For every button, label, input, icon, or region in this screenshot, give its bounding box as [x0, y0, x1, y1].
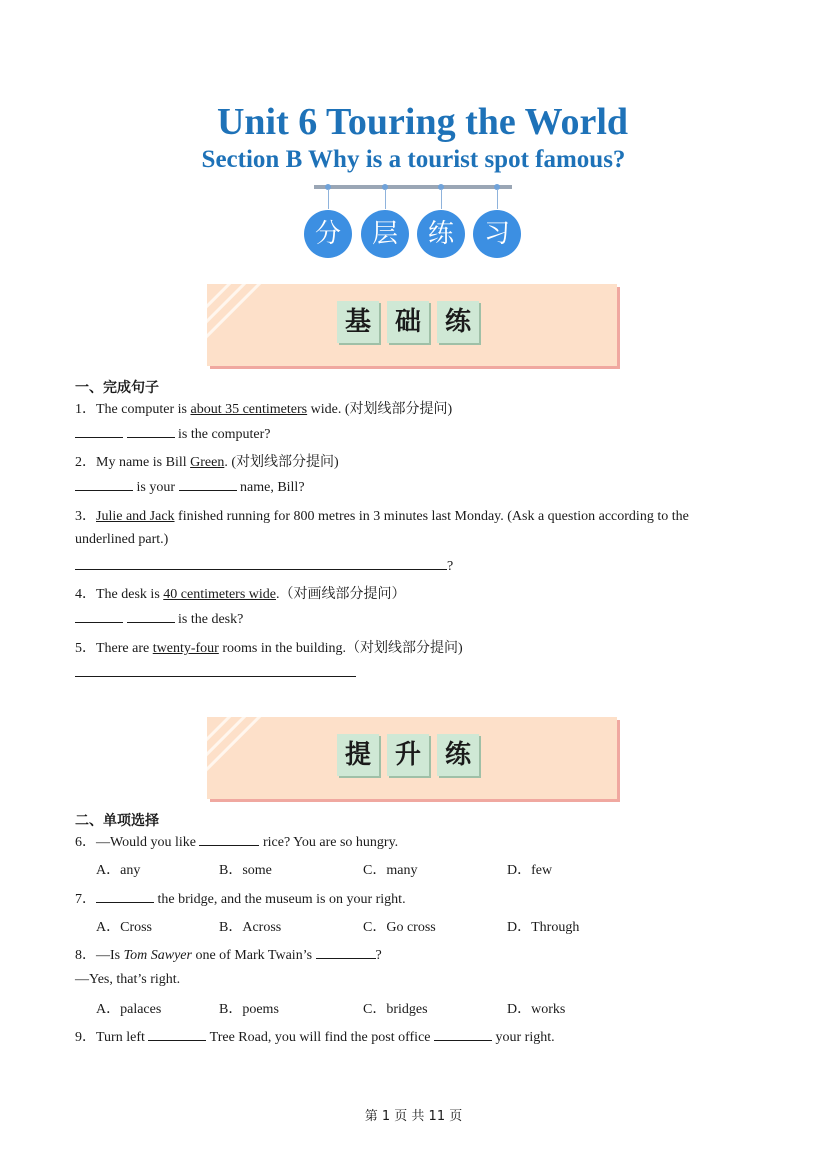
- option-a[interactable]: A．any: [96, 863, 141, 878]
- answer-text: name, Bill?: [236, 480, 305, 495]
- banner-stripe: [207, 284, 274, 326]
- answer-blank[interactable]: [75, 478, 133, 491]
- badge-lian: 练: [417, 210, 465, 258]
- unit-title: Unit 6 Touring the World: [216, 101, 629, 143]
- answer-blank[interactable]: [148, 1028, 206, 1041]
- answer-line-2: [75, 478, 305, 496]
- banner-tile: 练: [437, 301, 479, 343]
- option-a[interactable]: A．Cross: [96, 920, 153, 935]
- basic-practice-banner: [207, 284, 617, 366]
- banner-tile: 础: [387, 301, 429, 343]
- question-8: [75, 944, 382, 964]
- divider-stem: [385, 189, 386, 209]
- q-text: My name is Bill: [96, 455, 191, 470]
- q-number: 1．: [75, 402, 96, 417]
- q-text: —Is: [96, 948, 124, 963]
- answer-line-1: [75, 425, 271, 443]
- q-number: 7．: [75, 892, 96, 907]
- q-text: There are: [96, 641, 153, 656]
- q-text: rooms in the building.（对划线部分提问): [218, 641, 463, 656]
- option-d[interactable]: D．Through: [507, 920, 580, 935]
- advanced-practice-banner: [207, 717, 617, 799]
- answer-text: is the desk?: [174, 612, 244, 627]
- option-b[interactable]: B．Across: [219, 920, 282, 935]
- answer-blank[interactable]: [434, 1028, 492, 1041]
- option-b[interactable]: B．some: [219, 863, 272, 878]
- section1-heading: 一、完成句子: [75, 380, 159, 396]
- option-d[interactable]: D．works: [507, 1002, 566, 1017]
- underlined-part: 40 centimeters wide: [163, 587, 277, 602]
- answer-blank[interactable]: [75, 425, 123, 438]
- q-number: 5．: [75, 641, 96, 656]
- answer-blank[interactable]: [75, 664, 356, 677]
- q-text: one of Mark Twain’s: [191, 948, 316, 963]
- q-text: Turn left: [96, 1030, 149, 1045]
- divider-stem: [497, 189, 498, 209]
- underlined-part: twenty-four: [152, 641, 219, 656]
- question-9: [75, 1026, 555, 1046]
- answer-text: is your: [133, 480, 179, 495]
- q-text: rice? You are so hungry.: [259, 835, 399, 850]
- answer-blank[interactable]: [96, 890, 154, 903]
- banner-tile: 提: [337, 734, 379, 776]
- answer-line-3: [75, 557, 453, 575]
- option-b[interactable]: B．poems: [219, 1002, 279, 1017]
- banner-tile: 练: [437, 734, 479, 776]
- divider-stem: [441, 189, 442, 209]
- q-number: 8．: [75, 948, 96, 963]
- q-number: 2．: [75, 455, 96, 470]
- q-text: . (对划线部分提问): [224, 455, 339, 470]
- banner-stripe: [207, 717, 274, 759]
- answer-blank[interactable]: [75, 557, 447, 570]
- answer-text: is the computer?: [174, 427, 271, 442]
- answer-line-5: [75, 664, 356, 682]
- q-text: wide. (对划线部分提问): [307, 402, 453, 417]
- answer-blank[interactable]: [75, 610, 123, 623]
- answer-blank[interactable]: [179, 478, 237, 491]
- badge-ceng: 层: [361, 210, 409, 258]
- question-2: [75, 451, 339, 471]
- question-3: [75, 505, 689, 525]
- q-number: 4．: [75, 587, 96, 602]
- book-title: Tom Sawyer: [123, 948, 192, 963]
- q-text: ?: [375, 948, 382, 963]
- option-c[interactable]: C．Go cross: [363, 920, 436, 935]
- q-text: —Would you like: [96, 835, 200, 850]
- answer-text: ?: [447, 559, 454, 574]
- q-text: The desk is: [96, 587, 164, 602]
- option-c[interactable]: C．many: [363, 863, 418, 878]
- question-7: [75, 888, 406, 908]
- banner-tile: 基: [337, 301, 379, 343]
- badge-xi: 习: [473, 210, 521, 258]
- answer-blank[interactable]: [127, 425, 175, 438]
- answer-blank[interactable]: [199, 833, 259, 846]
- question-3-cont: underlined part.): [75, 532, 169, 547]
- underlined-part: Green: [190, 455, 225, 470]
- q-text: your right.: [492, 1030, 555, 1045]
- q-number: 6．: [75, 835, 96, 850]
- divider-stem: [328, 189, 329, 209]
- underlined-part: Julie and Jack: [96, 509, 175, 524]
- question-4: [75, 583, 406, 603]
- section2-heading: 二、单项选择: [75, 813, 159, 829]
- badge-fen: 分: [304, 210, 352, 258]
- question-1: [75, 398, 452, 418]
- banner-tile: 升: [387, 734, 429, 776]
- q-text: The computer is: [96, 402, 191, 417]
- option-c[interactable]: C．bridges: [363, 1002, 428, 1017]
- question-8-reply: —Yes, that’s right.: [75, 972, 181, 987]
- page-footer: 第 1 页 共 11 页: [364, 1109, 463, 1124]
- answer-line-4: [75, 610, 243, 628]
- q-number: 9．: [75, 1030, 96, 1045]
- q-number: 3．: [75, 509, 96, 524]
- title-divider: [314, 185, 512, 189]
- q-text: Tree Road, you will find the post office: [206, 1030, 434, 1045]
- option-d[interactable]: D．few: [507, 863, 553, 878]
- q-text: finished running for 800 metres in 3 minutes last Monday. (Ask a question according to the: [174, 509, 689, 524]
- q-text: .（对画线部分提问）: [276, 587, 406, 602]
- answer-blank[interactable]: [127, 610, 175, 623]
- question-6: [75, 831, 398, 851]
- question-5: [75, 637, 463, 657]
- underlined-part: about 35 centimeters: [190, 402, 308, 417]
- answer-blank[interactable]: [316, 946, 376, 959]
- option-a[interactable]: A．palaces: [96, 1002, 162, 1017]
- section-title: Section B Why is a tourist spot famous?: [201, 146, 626, 173]
- q-text: the bridge, and the museum is on your right.: [154, 892, 406, 907]
